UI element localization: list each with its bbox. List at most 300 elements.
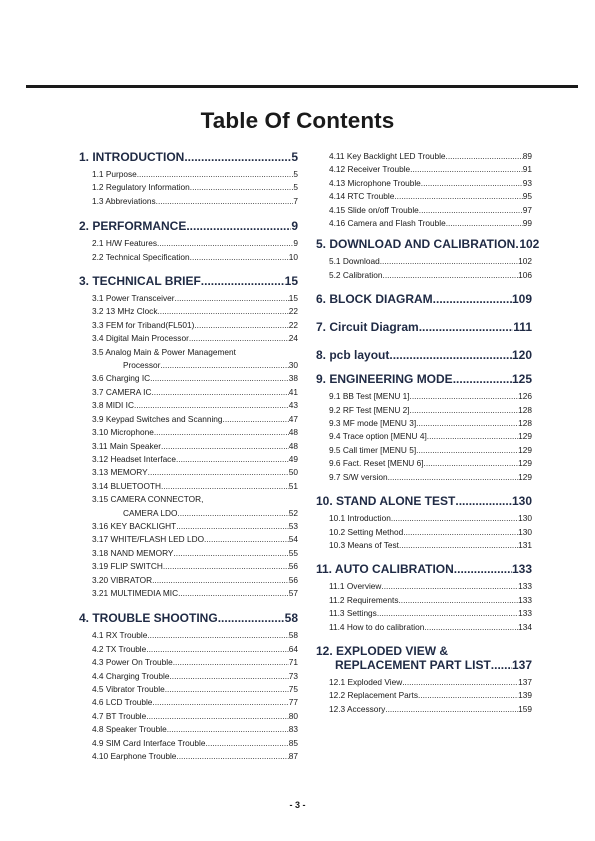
toc-entry[interactable]: [79, 643, 298, 656]
toc-entry[interactable]: [316, 190, 532, 203]
toc-entry-page: 129: [518, 458, 532, 469]
toc-heading[interactable]: [316, 320, 532, 334]
toc-entry[interactable]: [316, 594, 532, 607]
leader-dots: [194, 319, 288, 332]
toc-section: [316, 644, 532, 716]
toc-entry-label: 11.2 Requirements: [329, 594, 399, 605]
toc-entry-page: 97: [522, 204, 532, 215]
leader-dots: [410, 163, 523, 176]
toc-section: [79, 274, 298, 600]
toc-entry-page: 53: [288, 520, 298, 531]
toc-entry[interactable]: [79, 670, 298, 683]
leader-dots: [418, 689, 518, 702]
toc-entry-page: 95: [522, 191, 532, 202]
leader-dots: [204, 533, 289, 546]
toc-entry-page: 5: [293, 169, 298, 179]
leader-dots: [189, 332, 289, 345]
toc-entry-page: 130: [518, 526, 532, 537]
leader-dots: [419, 320, 514, 334]
toc-entry[interactable]: [79, 305, 298, 318]
toc-entry[interactable]: [79, 547, 298, 560]
toc-entry-label: 10.1 Introduction: [329, 513, 391, 524]
toc-entry[interactable]: [316, 689, 532, 702]
toc-entry-label: 3.12 Headset Interface: [92, 453, 176, 464]
toc-entry-label: 4.13 Microphone Trouble: [329, 177, 421, 188]
toc-entry[interactable]: [316, 255, 532, 268]
toc-entry[interactable]: [79, 560, 298, 573]
toc-entry-page: 134: [518, 621, 532, 632]
toc-heading-page: 130: [511, 494, 532, 509]
toc-section: [79, 150, 298, 208]
toc-entry[interactable]: [316, 512, 532, 525]
toc-heading-page: 125: [511, 372, 532, 387]
leader-dots: [377, 607, 518, 620]
toc-entry-page: 129: [518, 471, 532, 482]
toc-entry-page: 102: [518, 256, 532, 267]
leader-dots: [152, 696, 288, 709]
leader-dots: [151, 386, 288, 399]
toc-heading[interactable]: [316, 494, 532, 508]
toc-entry[interactable]: [79, 710, 298, 723]
toc-heading[interactable]: [79, 274, 298, 288]
toc-entry-label: 4.11 Key Backlight LED Trouble: [329, 151, 446, 161]
toc-heading[interactable]: [79, 611, 298, 625]
toc-entry-label: 1.1 Purpose: [92, 169, 137, 179]
toc-entry-page: 64: [288, 643, 298, 654]
toc-column-left: [79, 150, 298, 767]
toc-entry-label: 3.11 Main Speaker: [92, 440, 162, 451]
toc-entry-page: 9: [293, 238, 298, 249]
toc-entry-page: 5: [293, 182, 298, 193]
leader-dots: [424, 457, 519, 470]
toc-entry[interactable]: [79, 723, 298, 736]
leader-dots: [176, 750, 288, 763]
leader-dots: [163, 560, 289, 573]
toc-entry-page: 15: [288, 293, 298, 304]
toc-entry[interactable]: [79, 251, 298, 264]
toc-entry[interactable]: [316, 621, 532, 634]
toc-entry-label: 3.10 Microphone: [92, 427, 154, 438]
toc-section: [79, 219, 298, 264]
toc-entry-label: 3.4 Digital Main Processor: [92, 333, 189, 344]
leader-dots: [399, 539, 518, 552]
toc-entry-page: 58: [288, 630, 298, 641]
toc-heading-label: 1. INTRODUCTION: [79, 150, 185, 164]
toc-entry[interactable]: [79, 453, 298, 466]
toc-entry-continued[interactable]: [79, 359, 298, 372]
toc-entry-label: 1.3 Abbreviations: [92, 195, 156, 206]
toc-entry[interactable]: [316, 703, 532, 716]
toc-entry-page: 47: [288, 413, 298, 424]
top-rule: [26, 85, 578, 88]
toc-entry-label: 4.3 Power On Trouble: [92, 657, 173, 668]
toc-entry-label: 9.7 S/W version: [329, 471, 388, 482]
leader-dots: [410, 390, 519, 403]
toc-entry-label: 3.2 13 MHz Clock: [92, 306, 158, 317]
toc-entry-label: 3.16 KEY BACKLIGHT: [92, 520, 177, 531]
toc-entry[interactable]: [79, 737, 298, 750]
toc-heading[interactable]: [316, 644, 532, 672]
toc-entry-label: 3.18 NAND MEMORY: [92, 547, 174, 558]
leader-dots: [184, 150, 291, 164]
leader-dots: [165, 683, 289, 696]
toc-entry-label: 3.21 MULTIMEDIA MIC: [92, 587, 179, 598]
toc-entry-label: 3.3 FEM for Triband(FL501): [92, 319, 195, 330]
toc-entry[interactable]: [79, 386, 298, 399]
leader-dots: [391, 512, 518, 525]
toc-heading-page: 111: [513, 320, 532, 335]
leader-dots: [161, 480, 289, 493]
toc-heading-label: 10. STAND ALONE TEST: [316, 494, 456, 509]
leader-dots: [419, 204, 523, 217]
toc-section: [316, 562, 532, 634]
toc-entry[interactable]: [79, 466, 298, 479]
leader-dots: [152, 574, 289, 587]
leader-dots: [161, 440, 289, 453]
toc-entry-page: 126: [518, 391, 532, 402]
leader-dots: [427, 430, 518, 443]
leader-dots: [455, 494, 512, 508]
toc-entry-label: 3.20 VIBRATOR: [92, 574, 153, 585]
toc-entry[interactable]: [316, 217, 532, 230]
toc-entry[interactable]: [316, 390, 532, 403]
toc-entry-continued[interactable]: [79, 507, 298, 520]
page-number: - 3 -: [289, 800, 306, 810]
toc-entry-page: 10: [288, 251, 298, 262]
leader-dots: [147, 629, 288, 642]
toc-entry-label: 3.9 Keypad Switches and Scanning: [92, 413, 223, 424]
leader-dots: [178, 587, 289, 600]
toc-section: [316, 372, 532, 484]
toc-entry[interactable]: [316, 526, 532, 539]
leader-dots: [446, 150, 523, 163]
toc-entry-label: 3.6 Charging IC: [92, 373, 151, 384]
leader-dots: [381, 580, 518, 593]
toc-entry-page: 77: [288, 697, 298, 708]
leader-dots: [410, 404, 519, 417]
toc-entry[interactable]: [79, 319, 298, 332]
toc-entry[interactable]: [79, 372, 298, 385]
leader-dots: [201, 274, 285, 288]
toc-entry-page: 93: [522, 177, 532, 188]
toc-heading-label: 3. TECHNICAL BRIEF: [79, 274, 201, 289]
toc-entry-label-continued: Processor: [123, 360, 161, 371]
toc-entry-page: 49: [288, 453, 298, 464]
leader-dots: [176, 453, 289, 466]
toc-entry-label: 9.3 MF mode [MENU 3]: [329, 418, 417, 429]
toc-entry-page: 48: [288, 427, 298, 438]
toc-section: [79, 611, 298, 763]
toc-entry-label: 9.6 Fact. Reset [MENU 6]: [329, 458, 424, 469]
toc-entry[interactable]: [79, 493, 298, 506]
toc-entry-page: 91: [522, 164, 532, 175]
toc-entry[interactable]: [79, 520, 298, 533]
toc-entry[interactable]: [316, 676, 532, 689]
toc-section: [316, 150, 532, 230]
toc-entry-page: 128: [518, 418, 532, 429]
toc-heading-page: 120: [511, 348, 532, 363]
leader-dots: [146, 643, 288, 656]
toc-entry-label-continued: CAMERA LDO: [123, 507, 178, 518]
leader-dots: [399, 594, 519, 607]
leader-dots: [156, 195, 294, 208]
toc-entry[interactable]: [79, 413, 298, 426]
toc-entry[interactable]: [79, 440, 298, 453]
toc-entry[interactable]: [316, 580, 532, 593]
leader-dots: [190, 251, 289, 264]
leader-dots: [416, 417, 518, 430]
toc-heading-page: 9: [291, 219, 298, 234]
toc-entry-label: 4.2 TX Trouble: [92, 643, 147, 654]
toc-entry-label: 3.1 Power Transceiver: [92, 293, 175, 304]
leader-dots: [137, 168, 294, 181]
toc-entry-label: 4.10 Earphone Trouble: [92, 751, 177, 762]
toc-entry[interactable]: [79, 574, 298, 587]
leader-dots: [453, 372, 512, 386]
toc-entry[interactable]: [79, 750, 298, 763]
toc-entry-page: 22: [288, 319, 298, 330]
leader-dots: [388, 471, 519, 484]
leader-dots: [424, 621, 518, 634]
toc-heading-label: 4. TROUBLE SHOOTING: [79, 611, 218, 626]
leader-dots: [190, 181, 294, 194]
toc-entry-page: 24: [288, 333, 298, 344]
toc-section: [316, 494, 532, 552]
toc-entry-label: 4.5 Vibrator Trouble: [92, 684, 165, 694]
toc-entry-page: 56: [288, 574, 298, 585]
toc-entry-label: 3.8 MIDI IC: [92, 400, 134, 411]
toc-entry-page: 128: [518, 404, 532, 415]
toc-entry-page: 43: [288, 400, 298, 411]
toc-heading-label: 7. Circuit Diagram: [316, 320, 419, 335]
toc-entry-label: 9.2 RF Test [MENU 2]: [329, 404, 410, 415]
toc-entry-page: 83: [288, 724, 298, 735]
toc-entry[interactable]: [79, 587, 298, 600]
toc-heading-page: 5: [291, 150, 298, 164]
toc-entry[interactable]: [79, 399, 298, 412]
toc-entry[interactable]: [316, 444, 532, 457]
toc-entry[interactable]: [316, 607, 532, 620]
toc-entry[interactable]: [79, 629, 298, 642]
leader-dots: [134, 399, 289, 412]
toc-entry-page: 7: [293, 195, 298, 206]
toc-entry-label: 4.14 RTC Trouble: [329, 191, 395, 202]
toc-entry[interactable]: [316, 163, 532, 176]
toc-entry-label: 2.2 Technical Specification: [92, 251, 190, 262]
toc-entry[interactable]: [316, 417, 532, 430]
leader-dots: [173, 656, 289, 669]
toc-entry-label: 12.1 Exploded View: [329, 676, 403, 687]
leader-dots: [173, 547, 288, 560]
toc-heading[interactable]: [316, 562, 532, 576]
toc-section: [316, 237, 540, 282]
toc-entry[interactable]: [79, 696, 298, 709]
toc-entry-page: 129: [518, 431, 532, 442]
leader-dots: [402, 676, 518, 689]
toc-entry-page: 50: [288, 467, 298, 478]
toc-section: [316, 292, 532, 306]
toc-heading-line2: [316, 658, 532, 672]
toc-entry-page: 139: [518, 690, 532, 701]
toc-entry-label: 9.4 Trace option [MENU 4]: [329, 431, 427, 442]
toc-entry-label: 4.16 Camera and Flash Trouble: [329, 218, 446, 229]
toc-entry-label: 3.13 MEMORY: [92, 467, 148, 478]
toc-entry[interactable]: [316, 404, 532, 417]
toc-entry-page: 99: [522, 218, 532, 229]
toc-heading[interactable]: [79, 150, 298, 164]
leader-dots: [150, 372, 289, 385]
leader-dots: [446, 217, 523, 230]
toc-entry[interactable]: [79, 683, 298, 696]
toc-entry[interactable]: [79, 195, 298, 208]
toc-entry-label: 4.15 Slide on/off Trouble: [329, 204, 419, 215]
leader-dots: [433, 292, 512, 306]
toc-heading-page: 102: [519, 237, 540, 252]
toc-entry[interactable]: [316, 430, 532, 443]
toc-entry-page: 48: [288, 440, 298, 451]
toc-entry[interactable]: [79, 346, 298, 359]
toc-entry-page: 52: [288, 507, 298, 518]
leader-dots: [454, 562, 512, 576]
toc-entry-page: 38: [288, 373, 298, 384]
toc-entry-page: 75: [288, 684, 298, 694]
toc-entry[interactable]: [316, 150, 532, 163]
leader-dots: [380, 255, 518, 268]
leader-dots: [170, 670, 289, 683]
toc-entry-label: 4.6 LCD Trouble: [92, 697, 153, 708]
leader-dots: [403, 526, 518, 539]
toc-heading[interactable]: [79, 219, 298, 233]
toc-entry-page: 54: [288, 534, 298, 545]
leader-dots: [394, 190, 522, 203]
toc-entry[interactable]: [316, 457, 532, 470]
leader-dots: [186, 219, 291, 233]
leader-dots: [167, 723, 289, 736]
toc-heading-page: 109: [511, 292, 532, 307]
toc-entry[interactable]: [79, 426, 298, 439]
toc-entry-label: 4.7 BT Trouble: [92, 710, 147, 721]
toc-entry-page: 41: [288, 386, 298, 397]
leader-dots: [383, 269, 519, 282]
toc-entry[interactable]: [316, 177, 532, 190]
toc-entry[interactable]: [79, 237, 298, 250]
toc-entry-label: 3.14 BLUETOOTH: [92, 480, 162, 491]
toc-entry-page: 55: [288, 547, 298, 558]
toc-entry-page: 133: [518, 608, 532, 619]
leader-dots: [205, 737, 288, 750]
toc-entry-label: 12.3 Accessory: [329, 703, 386, 714]
toc-entry-label: 5.2 Calibration: [329, 269, 383, 280]
toc-entry[interactable]: [316, 204, 532, 217]
toc-entry-label: 11.3 Settings: [329, 608, 377, 619]
toc-entry-label: 4.9 SIM Card Interface Trouble: [92, 737, 206, 748]
toc-entry-page: 57: [288, 587, 298, 598]
toc-entry-page: 129: [518, 444, 532, 455]
toc-entry-label: 10.2 Setting Method: [329, 526, 404, 537]
leader-dots: [160, 359, 288, 372]
toc-entry-label: 9.5 Call timer [MENU 5]: [329, 444, 417, 455]
toc-heading-label: 12. EXPLODED VIEW &: [316, 643, 449, 658]
toc-heading-label: 2. PERFORMANCE: [79, 219, 187, 234]
toc-entry-page: 133: [518, 594, 532, 605]
toc-column-right: [316, 150, 540, 720]
toc-entry-label: 4.12 Receiver Trouble: [329, 164, 411, 175]
leader-dots: [385, 703, 518, 716]
toc-entry-page: 137: [518, 676, 532, 687]
toc-heading-page: 133: [511, 562, 532, 577]
toc-entry[interactable]: [79, 480, 298, 493]
toc-heading[interactable]: [316, 372, 532, 386]
toc-entry-label: 4.4 Charging Trouble: [92, 670, 170, 681]
toc-entry[interactable]: [79, 656, 298, 669]
leader-dots: [148, 466, 289, 479]
toc-heading-label-continued: REPLACEMENT PART LIST: [335, 657, 491, 672]
toc-entry-page: 56: [288, 561, 298, 572]
toc-entry-label: 3.15 CAMERA CONNECTOR,: [92, 494, 204, 505]
toc-entry-label: 11.4 How to do calibration: [329, 621, 425, 632]
toc-entry-page: 80: [288, 710, 298, 721]
toc-entry-label: 5.1 Download: [329, 256, 380, 267]
toc-entry-label: 4.8 Speaker Trouble: [92, 724, 167, 735]
toc-heading[interactable]: [316, 348, 532, 362]
toc-entry-page: 130: [518, 513, 532, 524]
toc-heading-label: 9. ENGINEERING MODE: [316, 372, 453, 387]
toc-entry-page: 30: [288, 360, 298, 371]
toc-entry-label: 4.1 RX Trouble: [92, 630, 148, 641]
toc-entry[interactable]: [316, 539, 532, 552]
toc-entry-page: 87: [288, 751, 298, 762]
toc-entry-page: 73: [288, 670, 298, 681]
leader-dots: [146, 710, 288, 723]
toc-entry-label: 3.7 CAMERA IC: [92, 386, 152, 397]
toc-entry[interactable]: [79, 332, 298, 345]
toc-entry-page: 22: [288, 306, 298, 317]
toc-entry-page: 106: [518, 269, 532, 280]
toc-heading-label: 5. DOWNLOAD AND CALIBRATION: [316, 237, 516, 252]
toc-entry-label: 2.1 H/W Features: [92, 238, 158, 249]
leader-dots: [154, 426, 289, 439]
toc-entry-label: 1.2 Regulatory Information: [92, 182, 190, 193]
toc-entry[interactable]: [79, 292, 298, 305]
leader-dots: [157, 305, 288, 318]
toc-entry-page: 159: [518, 703, 532, 714]
page-title: Table Of Contents: [200, 108, 395, 133]
leader-dots: [421, 177, 523, 190]
toc-heading-label: 11. AUTO CALIBRATION: [316, 562, 454, 577]
toc-heading[interactable]: [316, 237, 540, 252]
toc-heading-page: 137: [511, 657, 532, 672]
toc-entry[interactable]: [79, 168, 298, 181]
toc-entry-label: 11.1 Overview: [329, 581, 382, 592]
toc-heading-page: 15: [284, 274, 298, 289]
leader-dots: [157, 237, 293, 250]
toc-heading-page: 58: [284, 611, 298, 626]
toc-entry-label: 12.2 Replacement Parts: [329, 690, 419, 701]
leader-dots: [491, 658, 512, 672]
toc-entry[interactable]: [316, 269, 532, 282]
toc-heading[interactable]: [316, 292, 532, 306]
leader-dots: [223, 413, 289, 426]
toc-entry[interactable]: [79, 181, 298, 194]
leader-dots: [218, 611, 285, 625]
toc-entry-label: 3.17 WHITE/FLASH LED LDO: [92, 534, 205, 545]
leader-dots: [177, 507, 288, 520]
toc-entry[interactable]: [316, 471, 532, 484]
toc-entry-label: 3.19 FLIP SWITCH: [92, 561, 163, 572]
toc-entry[interactable]: [79, 533, 298, 546]
leader-dots: [176, 520, 289, 533]
toc-entry-page: 51: [288, 480, 298, 491]
